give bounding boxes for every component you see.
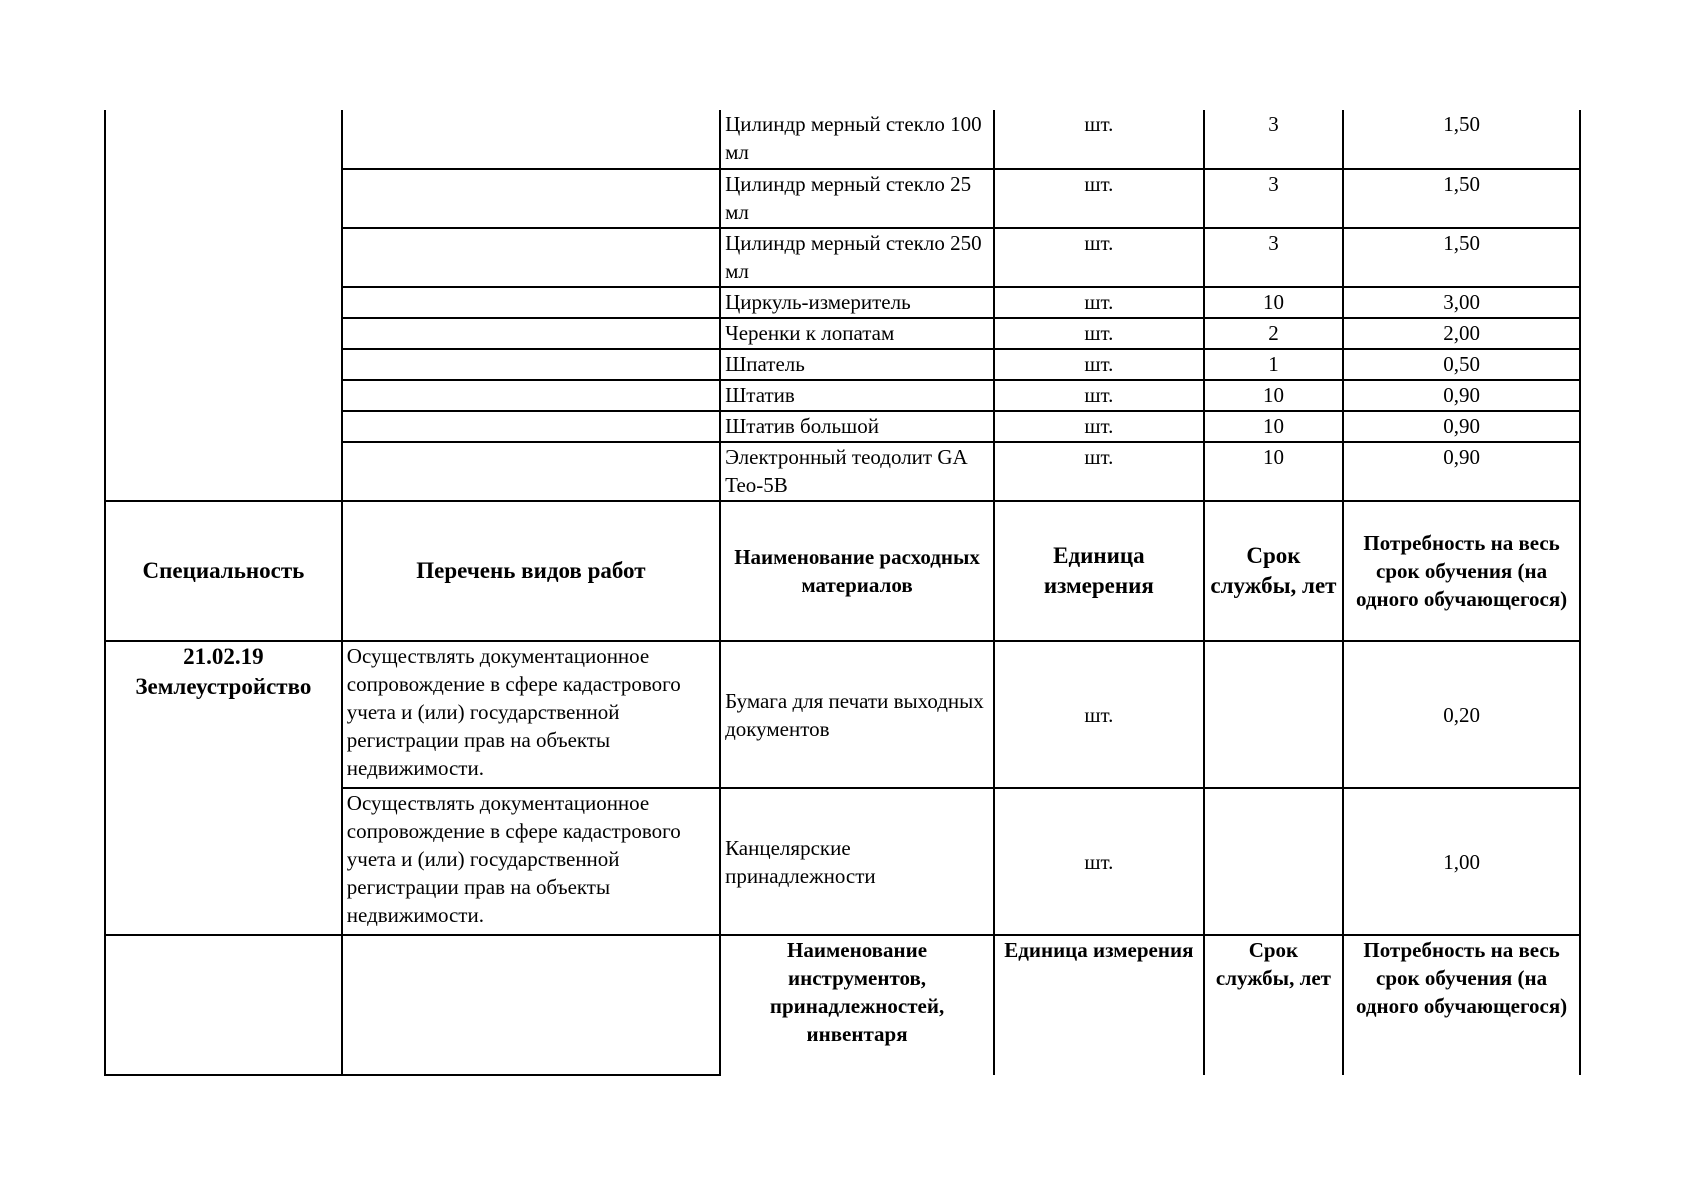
- works-cell-empty: [342, 442, 720, 501]
- material-unit: шт.: [994, 788, 1204, 935]
- material-service-life: [1204, 641, 1343, 788]
- works-cell-empty: [342, 411, 720, 442]
- item-need: 0,50: [1343, 349, 1580, 380]
- item-name: Штатив: [720, 380, 994, 411]
- header-service-life: Срок службы, лет: [1204, 501, 1343, 641]
- header-material-name: Наименование расходных материалов: [720, 501, 994, 641]
- material-name: Канцелярские принадлежности: [720, 788, 994, 935]
- item-unit: шт.: [994, 318, 1204, 349]
- works-cell-empty: [342, 287, 720, 318]
- specialty-name: Землеустройство: [135, 674, 312, 699]
- equipment-table: [104, 110, 1581, 1076]
- works-cell-empty: [342, 935, 720, 1075]
- item-unit: шт.: [994, 411, 1204, 442]
- item-name: Черенки к лопатам: [720, 318, 994, 349]
- item-unit: шт.: [994, 287, 1204, 318]
- material-unit: шт.: [994, 641, 1204, 788]
- works-cell-empty: [342, 318, 720, 349]
- header-works: Перечень видов работ: [342, 501, 720, 641]
- header-specialty: Специальность: [105, 501, 342, 641]
- item-name: Циркуль-измеритель: [720, 287, 994, 318]
- item-need: 0,90: [1343, 411, 1580, 442]
- header-unit: Единица измерения: [994, 935, 1204, 1075]
- works-cell-empty: [342, 349, 720, 380]
- item-service-life: 3: [1204, 110, 1343, 169]
- item-need: 2,00: [1343, 318, 1580, 349]
- item-service-life: 2: [1204, 318, 1343, 349]
- item-unit: шт.: [994, 349, 1204, 380]
- works-cell-empty: [342, 169, 720, 228]
- item-unit: шт.: [994, 228, 1204, 287]
- specialty-cell-continued: [105, 788, 342, 935]
- material-need: 0,20: [1343, 641, 1580, 788]
- item-need: 1,50: [1343, 228, 1580, 287]
- works-cell-empty: [342, 110, 720, 169]
- header-service-life: Срок службы, лет: [1204, 935, 1343, 1075]
- item-service-life: 3: [1204, 169, 1343, 228]
- item-name: Цилиндр мерный стекло 25 мл: [720, 169, 994, 228]
- item-service-life: 3: [1204, 228, 1343, 287]
- item-unit: шт.: [994, 110, 1204, 169]
- item-unit: шт.: [994, 380, 1204, 411]
- table-header-row: [105, 935, 1580, 1075]
- item-service-life: 10: [1204, 380, 1343, 411]
- material-name: Бумага для печати выходных документов: [720, 641, 994, 788]
- table-row: [105, 641, 1580, 788]
- item-name: Шпатель: [720, 349, 994, 380]
- item-service-life: 10: [1204, 411, 1343, 442]
- table-header-row: [105, 501, 1580, 641]
- works-cell: Осуществлять документационное сопровождение в сфере кадастрового учета и (или) государственной регистрации прав на объекты недвижимости.: [342, 788, 720, 935]
- item-need: 1,50: [1343, 169, 1580, 228]
- item-unit: шт.: [994, 169, 1204, 228]
- item-need: 0,90: [1343, 442, 1580, 501]
- header-need: Потребность на весь срок обучения (на одного обучающегося): [1343, 501, 1580, 641]
- item-need: 1,50: [1343, 110, 1580, 169]
- header-tool-name: Наименование инструментов, принадлежностей, инвентаря: [720, 935, 994, 1075]
- specialty-cell-empty: [105, 110, 342, 501]
- header-need: Потребность на весь срок обучения (на одного обучающегося): [1343, 935, 1580, 1075]
- works-cell-empty: [342, 380, 720, 411]
- material-service-life: [1204, 788, 1343, 935]
- item-name: Штатив большой: [720, 411, 994, 442]
- table-row: [105, 110, 1580, 169]
- item-name: Цилиндр мерный стекло 100 мл: [720, 110, 994, 169]
- specialty-code: 21.02.19: [183, 644, 264, 669]
- specialty-cell: [105, 641, 342, 788]
- item-unit: шт.: [994, 442, 1204, 501]
- item-need: 3,00: [1343, 287, 1580, 318]
- item-name: Электронный теодолит GA Teo-5B: [720, 442, 994, 501]
- table-row: [105, 788, 1580, 935]
- item-need: 0,90: [1343, 380, 1580, 411]
- header-unit: Единица измерения: [994, 501, 1204, 641]
- item-service-life: 10: [1204, 287, 1343, 318]
- works-cell: Осуществлять документационное сопровождение в сфере кадастрового учета и (или) государственной регистрации прав на объекты недвижимости.: [342, 641, 720, 788]
- item-service-life: 10: [1204, 442, 1343, 501]
- works-cell-empty: [342, 228, 720, 287]
- material-need: 1,00: [1343, 788, 1580, 935]
- item-service-life: 1: [1204, 349, 1343, 380]
- specialty-cell-empty: [105, 935, 342, 1075]
- item-name: Цилиндр мерный стекло 250 мл: [720, 228, 994, 287]
